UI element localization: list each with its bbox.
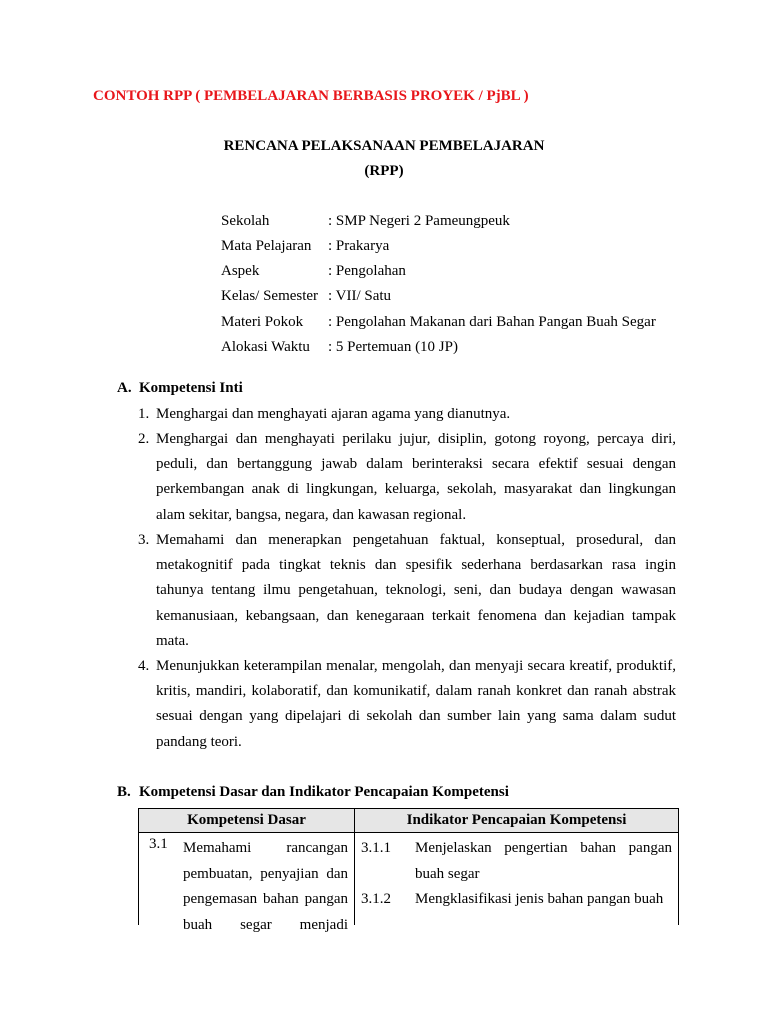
identity-value: : SMP Negeri 2 Pameungpeuk	[328, 213, 510, 229]
section-letter: B.	[117, 784, 131, 800]
section-b-heading	[117, 784, 509, 801]
indicator-number: 3.1.2	[361, 891, 391, 907]
ki-text: Menunjukkan keterampilan menalar, mengolah, dan menyaji secara kreatif, produktif, kritis, mandiri, kolaboratif, dan komunikatif, dalam ranah konkret dan ranah abstrak sesuai dengan yang dipelajari di sekolah dan sumber lain yang sama dalam sudut pandang teori.	[156, 658, 676, 750]
indicator-item	[361, 836, 672, 887]
kd-indicator-table	[138, 808, 679, 933]
identity-value: : Pengolahan Makanan dari Bahan Pangan Buah Segar	[328, 314, 656, 330]
indicator-text: Menjelaskan pengertian bahan pangan buah segar	[415, 840, 672, 882]
column-header-indikator: Indikator Pencapaian Kompetensi	[355, 809, 679, 833]
identity-value: : VII/ Satu	[328, 288, 392, 304]
identity-label: Alokasi Waktu	[221, 339, 310, 355]
ki-text: Menghargai dan menghayati perilaku jujur, disiplin, gotong royong, percaya diri, peduli, dan bertanggung jawab dalam berinteraksi secara efektif sesuai dengan perkembangan anak di lingkungan, keluarga, sekolah, masyarakat dan lingkungan alam sekitar, bangsa, negara, dan kawasan regional.	[156, 431, 676, 523]
kd-text: Memahami rancangan pembuatan, penyajian dan pengemasan bahan pangan buah segar menjadi	[183, 840, 348, 933]
identity-label: Materi Pokok	[221, 314, 304, 330]
ki-item-2	[138, 427, 676, 528]
identity-label: Kelas/ Semester	[221, 288, 319, 304]
indicator-number: 3.1.1	[361, 840, 391, 856]
indicator-item	[361, 887, 672, 913]
indicator-cell	[355, 833, 679, 926]
identity-value: : Prakarya	[328, 238, 390, 254]
section-title: Kompetensi Inti	[139, 380, 243, 396]
doc-heading-subtitle: (RPP)	[364, 163, 404, 179]
ki-number: 1.	[138, 406, 150, 422]
indicator-text: Mengklasifikasi jenis bahan pangan buah	[415, 891, 664, 907]
section-a-heading	[117, 380, 243, 397]
ki-item-1	[138, 402, 676, 427]
ki-number: 3.	[138, 532, 150, 548]
identity-label: Sekolah	[221, 213, 270, 229]
table-row	[139, 833, 679, 926]
ki-number: 4.	[138, 658, 150, 674]
ki-item-4	[138, 654, 676, 755]
ki-item-3	[138, 528, 676, 654]
section-title: Kompetensi Dasar dan Indikator Pencapaian Kompetensi	[139, 784, 509, 800]
identity-label: Mata Pelajaran	[221, 238, 312, 254]
kd-number: 3.1	[149, 836, 168, 852]
ki-text: Menghargai dan menghayati ajaran agama yang dianutnya.	[156, 406, 511, 422]
section-letter: A.	[117, 380, 132, 396]
column-header-kompetensi-dasar: Kompetensi Dasar	[139, 809, 355, 833]
identity-value: : Pengolahan	[328, 263, 406, 279]
table-header-row	[139, 809, 679, 833]
doc-heading-title: RENCANA PELAKSANAAN PEMBELAJARAN	[223, 138, 545, 154]
ki-text: Memahami dan menerapkan pengetahuan faktual, konseptual, prosedural, dan metakognitif pada tingkat teknis dan spesifik sederhana berdasarkan rasa ingin tahunya tentang ilmu pengetahuan, teknologi, seni, dan budaya dengan wawasan kemanusiaan, kebangsaan, dan kenegaraan terkait fenomena dan kejadian tampak mata.	[156, 532, 676, 649]
ki-number: 2.	[138, 431, 150, 447]
identity-label: Aspek	[221, 263, 260, 279]
kd-cell	[139, 833, 355, 933]
identity-value: : 5 Pertemuan (10 JP)	[328, 339, 458, 355]
page-title: CONTOH RPP ( PEMBELAJARAN BERBASIS PROYEK / PjBL )	[93, 88, 529, 104]
